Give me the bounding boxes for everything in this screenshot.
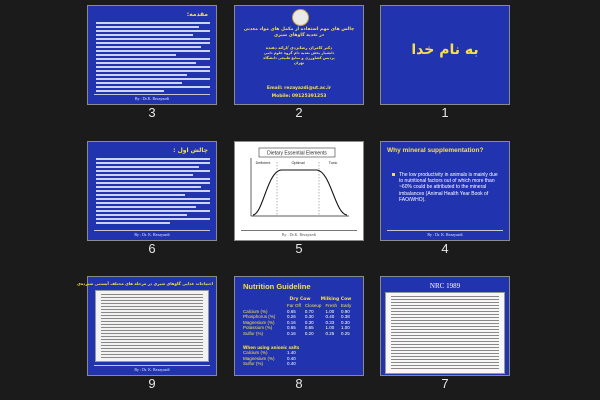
slide-6-footer: By : Dr. K. Rezayazdi <box>94 230 210 237</box>
slide-thumbnail-1[interactable] <box>380 5 515 121</box>
slide-thumbnail-3[interactable] <box>87 5 222 121</box>
slide-thumbnail-5[interactable] <box>234 141 369 257</box>
anionic-table <box>241 350 298 367</box>
slide-2-affil-line-3: تهران <box>293 61 305 65</box>
slide-4-body: The low productivity in animals is mainly due to nutritional factors out of which more than ~60% could be attributed to the mineral imbalances (Animal Health Year Book of FAO/WHO). <box>399 172 498 203</box>
slide-5-footer: By : Dr.K. Rezayazdi <box>241 230 357 237</box>
slide-6[interactable] <box>87 141 217 241</box>
table-row: Calcium (%) 0.65 0.70 1.00 0.90 <box>243 308 350 314</box>
col-group-milking-cow: Milking Cow <box>320 297 352 302</box>
slide-1-title: به نام خدا <box>411 42 479 58</box>
slide-4-number: 4 <box>441 241 449 256</box>
col-group-dry-cow: Dry Cow <box>289 297 311 302</box>
slide-9-number: 9 <box>148 376 156 391</box>
slide-8-number: 8 <box>295 376 303 391</box>
bullet-icon <box>392 173 395 176</box>
slide-1[interactable] <box>380 5 510 105</box>
slide-2-number: 2 <box>295 105 303 120</box>
slide-thumbnail-7[interactable] <box>380 276 515 392</box>
slide-thumbnail-6[interactable] <box>87 141 222 257</box>
slide-2-title-line-2: در تغذیه گاوهای شیری <box>273 33 325 38</box>
slide-5[interactable] <box>234 141 364 241</box>
slide-2-author: دکتر کامران رضایزدی /ارائه دهنده <box>265 45 333 50</box>
table-row: Phosphorus (%) 0.26 0.30 0.40 0.38 <box>243 314 350 319</box>
table-row: Sulfur (%) 0.16 0.20 0.25 0.25 <box>243 330 350 336</box>
slide-9[interactable] <box>77 276 217 376</box>
slide-thumbnail-8[interactable] <box>234 276 369 392</box>
slide-6-number: 6 <box>148 241 156 256</box>
slide-1-number: 1 <box>441 105 449 120</box>
slide-7[interactable] <box>380 276 510 376</box>
col-early: Early <box>340 303 352 308</box>
slide-thumbnail-2[interactable] <box>234 5 369 121</box>
slide-2-affil-line-1: دانشیار بخش تغذیه دام گروه علوم دامی <box>263 51 335 55</box>
label-toxic: Toxic <box>328 161 338 165</box>
slide-7-number: 7 <box>441 376 449 391</box>
slide-4-footer: By : Dr. K. Rezayazdi <box>387 230 503 237</box>
slide-9-footer: By : Dr. K. Rezayazdi <box>94 365 210 372</box>
slide-2-mobile: Mobile: 09125391253 <box>271 94 327 99</box>
slide-2-email: Email: rezayazdi@ut.ac.ir <box>266 86 332 91</box>
nrc-table-image <box>385 292 505 374</box>
slide-5-number: 5 <box>295 241 303 256</box>
slide-8-title: Nutrition Guideline <box>243 282 311 291</box>
slide-thumbnail-9[interactable] <box>77 276 222 392</box>
col-fresh: Fresh <box>325 303 337 308</box>
slide-2-affil-line-2: پردیس کشاورزی و منابع طبیعی دانشگاه <box>263 56 335 60</box>
slide-2-title-line-1: چالش های مهم استفاده از مکمل های مواد معدنی <box>243 27 355 32</box>
slide-7-title: NRC 1989 <box>429 282 461 290</box>
slide-3-title: مقدمه: <box>186 11 208 18</box>
slide-4[interactable] <box>380 141 510 241</box>
slide-3-footer: By : Dr.K. Rezayazdi <box>94 94 210 101</box>
slide-thumbnail-4[interactable] <box>380 141 515 257</box>
col-far-off: Far Off <box>287 303 301 308</box>
slide-3-number: 3 <box>148 105 156 120</box>
table-row: Calcium (%) 1.40 <box>243 350 296 355</box>
slide-6-title: چالش اول : <box>173 147 208 154</box>
slide-2[interactable] <box>234 5 364 105</box>
anionic-salts-heading: When using anionic salts <box>243 345 300 350</box>
table-row: Potassium (%) 0.65 0.65 1.00 1.00 <box>243 325 350 330</box>
dose-response-diagram <box>235 142 363 240</box>
requirements-table-image <box>95 290 209 362</box>
slide-3-body-text <box>96 22 210 94</box>
slide-6-body-text <box>96 158 210 226</box>
university-logo <box>292 9 309 26</box>
label-optimal: Optimal <box>291 161 305 165</box>
slide-3[interactable] <box>87 5 217 105</box>
nutrition-table <box>241 303 353 336</box>
table-row: Sulfur (%) 0.40 <box>243 361 296 366</box>
col-closeup: Closeup <box>304 303 322 308</box>
slide-9-title: احتیاجات غذایی گاوهای شیری در مرحله های مختلف آبستنی شیرده‌ی <box>77 281 213 286</box>
table-row: Magnesium (%) 0.40 <box>243 355 296 361</box>
slide-4-title: Why mineral supplementation? <box>387 147 484 154</box>
table-row: Magnesium (%) 0.16 0.30 0.33 0.30 <box>243 319 350 325</box>
label-deficient: Deficient <box>255 161 271 165</box>
diagram-title: Dietary Essential Elements <box>267 150 327 157</box>
dose-response-curve <box>253 170 347 215</box>
slide-8[interactable] <box>234 276 364 376</box>
